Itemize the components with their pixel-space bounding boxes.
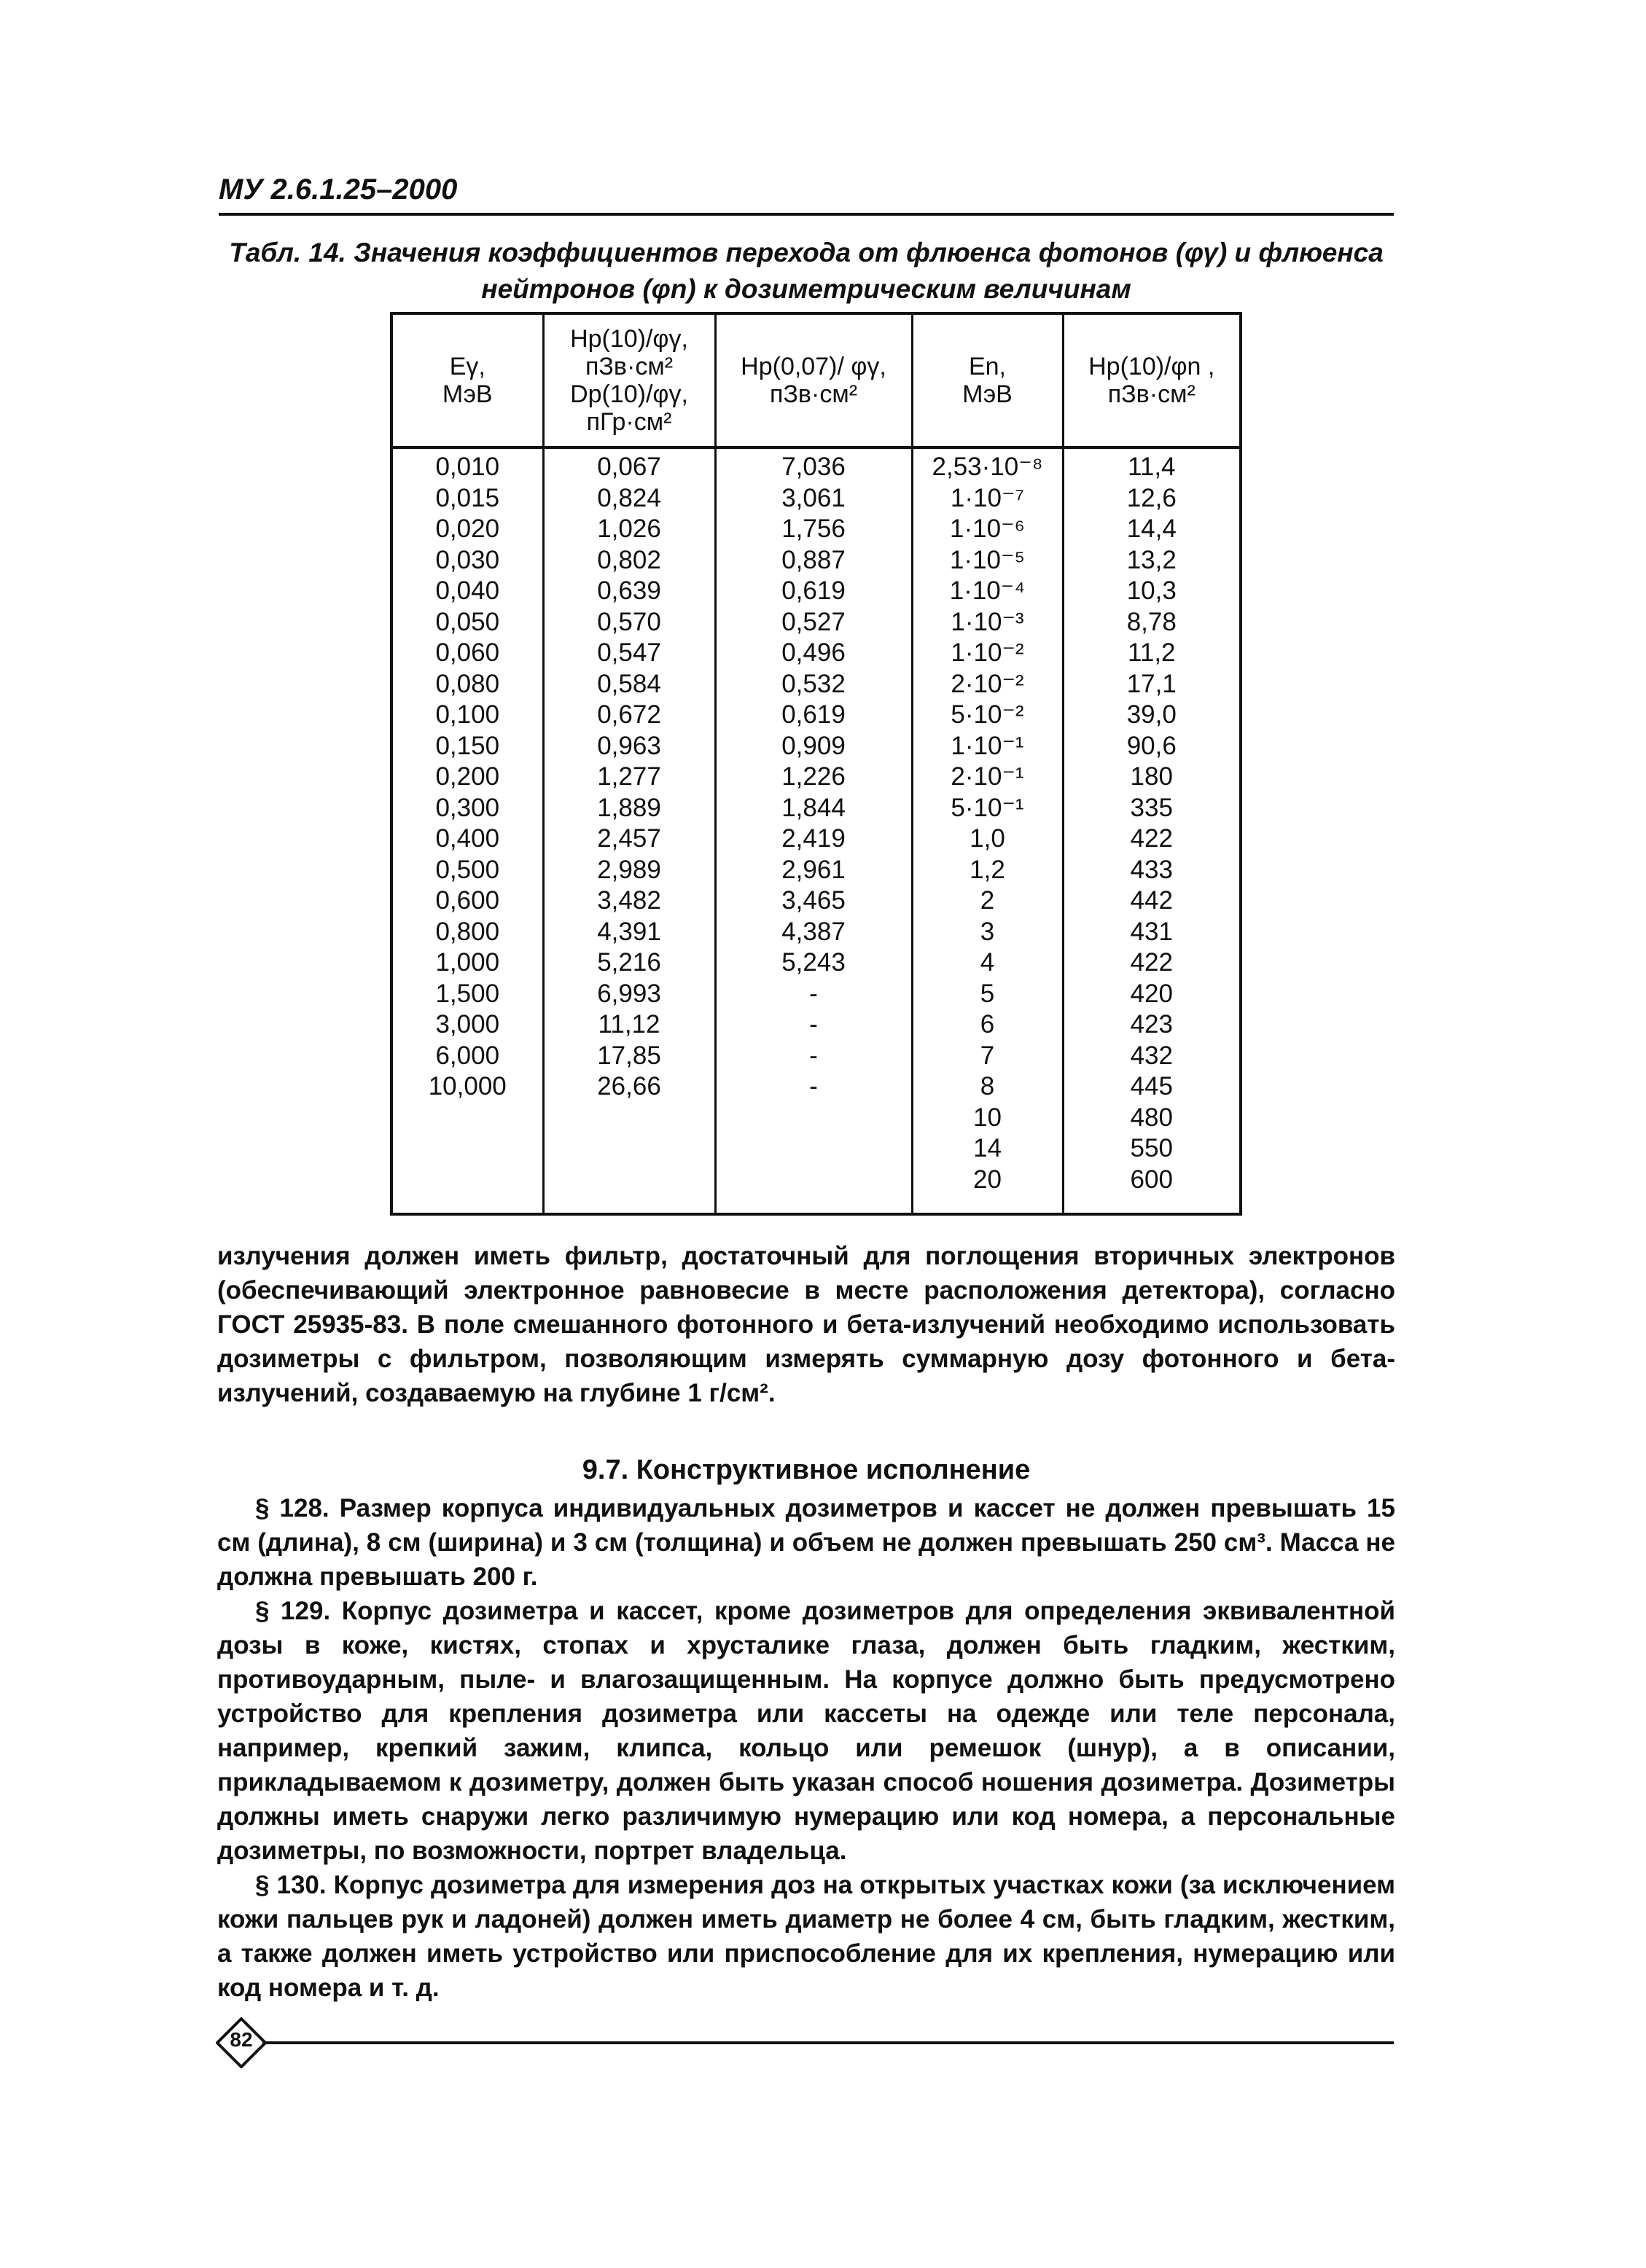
table-cell: 7,036 xyxy=(781,453,846,481)
table-cell: 2·10⁻² xyxy=(951,669,1024,698)
table-cell: 0,015 xyxy=(435,483,500,512)
header-e-n: En, МэВ xyxy=(912,313,1063,447)
table-cell: 335 xyxy=(1130,793,1173,822)
table-cell: 1,277 xyxy=(597,762,661,791)
table-cell: 2,419 xyxy=(781,824,846,853)
footer-rule xyxy=(262,2041,1394,2044)
table-cell: 10,3 xyxy=(1126,576,1177,605)
table-cell: 3,000 xyxy=(435,1010,500,1039)
page-number-badge xyxy=(216,2017,267,2068)
table-cell: 0,020 xyxy=(435,515,500,543)
table-cell: 422 xyxy=(1130,948,1173,977)
header-rule xyxy=(219,213,1394,216)
table-cell: 432 xyxy=(1130,1041,1173,1070)
document-code: МУ 2.6.1.25–2000 xyxy=(219,173,458,206)
header-hp10-n: Hp(10)/φn , пЗв·см² xyxy=(1063,313,1241,447)
table-cell: 17,1 xyxy=(1126,669,1177,698)
table-cell: 0,639 xyxy=(597,576,661,605)
table-cell: 1·10⁻⁵ xyxy=(949,545,1026,574)
table-body-row xyxy=(391,447,1241,1214)
table-cell: 0,010 xyxy=(435,453,500,481)
column-e-gamma xyxy=(391,447,543,1214)
table-cell: 11,2 xyxy=(1127,638,1176,667)
column-e-n xyxy=(912,447,1063,1214)
table-cell: 10 xyxy=(973,1103,1002,1132)
table-cell: 2 xyxy=(980,886,995,915)
table-cell: 0,619 xyxy=(781,576,846,605)
table-cell: 8 xyxy=(980,1072,995,1100)
table-cell: 3,465 xyxy=(781,886,846,915)
table-cell: - xyxy=(809,1072,818,1100)
table-cell: 2,989 xyxy=(597,855,661,884)
table-cell: 1·10⁻³ xyxy=(951,607,1024,636)
table-cell: 0,600 xyxy=(435,886,500,915)
table-cell: 2,457 xyxy=(597,824,661,853)
table-cell: 7 xyxy=(980,1041,995,1070)
table-cell: 90,6 xyxy=(1126,731,1177,760)
table-cell: 4,391 xyxy=(597,917,661,946)
column-hp007-gamma xyxy=(715,447,912,1214)
conversion-table xyxy=(390,312,1242,1216)
table-cell: 431 xyxy=(1130,917,1173,946)
table-cell: 0,800 xyxy=(435,917,500,946)
table-cell: 0,496 xyxy=(781,638,846,667)
table-cell: 1,844 xyxy=(781,793,846,822)
table-cell: 433 xyxy=(1130,855,1173,884)
running-head xyxy=(219,173,1394,206)
table-header-row xyxy=(391,313,1241,447)
table-cell: 1,2 xyxy=(970,855,1005,884)
table-cell: 1,026 xyxy=(597,515,661,543)
paragraph-129: § 129. Корпус дозиметра и кассет, кроме дозиметров для определения эквивалентной дозы в коже, кистях, стопах и хрусталике глаза, должен быть гладким, жестким, противоударным, пыле- и влагозащищенным. На корпусе должно быть предусмотрено устройство для крепления дозиметра или кассеты на одежде или теле персонала, например, крепкий зажим, клипса, кольцо или ремешок (шнур), а в описании, прикладываемом к дозиметру, должен быть указан способ ношения дозиметра. Дозиметры должны иметь снаружи легко различимую нумерацию или код номера, а персональные дозиметры, по возможности, портрет владельца. xyxy=(217,1597,1395,1865)
paragraph-130: § 130. Корпус дозиметра для измерения доз на открытых участках кожи (за исключением кожи пальцев рук и ладоней) должен иметь диаметр не более 4 см, быть гладким, жестким, а также должен иметь устройство или приспособление для их крепления, нумерацию или код номера и т. д. xyxy=(217,1871,1395,2002)
table-cell: - xyxy=(809,1010,818,1039)
table-cell: 4 xyxy=(980,948,995,977)
table-cell: 0,300 xyxy=(435,793,500,822)
table-cell: 0,400 xyxy=(435,824,500,853)
table-cell: 1·10⁻⁴ xyxy=(949,576,1026,605)
table-cell: 4,387 xyxy=(781,917,846,946)
table-cell: 1,756 xyxy=(781,515,846,543)
table-cell: 0,532 xyxy=(781,669,846,698)
table-cell: 445 xyxy=(1130,1072,1173,1100)
table-cell: 20 xyxy=(973,1165,1002,1194)
table-cell: 0,887 xyxy=(781,545,846,574)
table-cell: 422 xyxy=(1130,824,1173,853)
table-cell: 480 xyxy=(1130,1103,1173,1132)
table-cell: 14,4 xyxy=(1126,515,1177,543)
table-cell: 0,050 xyxy=(435,607,500,636)
conversion-table-wrap xyxy=(390,312,1239,1216)
table-cell: 442 xyxy=(1130,886,1173,915)
paragraph-filter: излучения должен иметь фильтр, достаточный для поглощения вторичных электронов (обеспечивающий электронное равновесие в месте расположения детектора), согласно ГОСТ 25935-83. В поле смешанного фотонного и бета-излучений необходимо использовать дозиметры с фильтром, позволяющим измерять суммарную дозу фотонного и бета-излучений, создаваемую на глубине 1 г/см². xyxy=(217,1242,1395,1407)
table-cell: 11,12 xyxy=(598,1010,660,1039)
table-cell: 6 xyxy=(980,1010,995,1039)
table-cell: 1,000 xyxy=(435,948,500,977)
table-cell: 1·10⁻⁶ xyxy=(950,515,1025,543)
table-cell: 1,226 xyxy=(781,762,846,791)
table-cell: 3 xyxy=(980,917,995,946)
table-cell: 1·10⁻¹ xyxy=(951,731,1024,760)
table-cell: - xyxy=(809,1041,818,1070)
table-cell: 0,067 xyxy=(597,453,661,481)
table-caption xyxy=(219,235,1394,308)
header-hp10-gamma: Hp(10)/φγ, пЗв·см² Dp(10)/φγ, пГр·см² xyxy=(543,313,715,447)
table-cell: 0,824 xyxy=(597,483,661,512)
table-cell: 600 xyxy=(1130,1165,1173,1194)
table-cell: 12,6 xyxy=(1126,483,1177,512)
table-cell: 5·10⁻¹ xyxy=(951,793,1024,822)
table-cell: 550 xyxy=(1130,1134,1173,1162)
table-cell: 0,080 xyxy=(435,669,500,698)
page-number: 82 xyxy=(230,2028,253,2051)
table-cell: 3,061 xyxy=(781,483,846,512)
table-cell: 0,150 xyxy=(435,731,500,760)
table-cell: 11,4 xyxy=(1127,453,1176,481)
table-cell: 26,66 xyxy=(597,1072,661,1100)
table-cell: 5 xyxy=(980,979,995,1008)
section-title: 9.7. Конструктивное исполнение xyxy=(582,1455,1031,1485)
table-cell: 0,547 xyxy=(597,638,661,667)
table-cell: 0,909 xyxy=(781,731,846,760)
table-cell: 17,85 xyxy=(597,1041,661,1070)
table-cell: 0,584 xyxy=(597,669,661,698)
table-cell: 1,0 xyxy=(970,824,1005,853)
table-cell: 1,500 xyxy=(435,979,500,1008)
section-body xyxy=(217,1491,1395,2005)
table-cell: 0,963 xyxy=(597,731,661,760)
table-cell: 0,100 xyxy=(435,700,500,729)
table-cell: 420 xyxy=(1130,979,1173,1008)
header-hp007-gamma: Hp(0,07)/ φγ, пЗв·см² xyxy=(715,313,912,447)
table-cell: 180 xyxy=(1130,762,1173,791)
table-cell: 2,53·10⁻⁸ xyxy=(932,453,1043,481)
table-cell: 2,961 xyxy=(781,855,846,884)
table-cell: 13,2 xyxy=(1126,545,1177,574)
table-cell: 5·10⁻² xyxy=(951,700,1024,729)
table-cell: 5,243 xyxy=(781,948,846,977)
table-cell: 0,527 xyxy=(781,607,846,636)
table-cell: 0,802 xyxy=(597,545,661,574)
table-cell: 0,500 xyxy=(435,855,500,884)
column-hp10-gamma xyxy=(543,447,715,1214)
column-hp10-n xyxy=(1063,447,1241,1214)
table-cell: 0,672 xyxy=(597,700,661,729)
table-cell: 14 xyxy=(973,1134,1002,1162)
table-cell: 3,482 xyxy=(597,886,661,915)
table-cell: 0,570 xyxy=(597,607,661,636)
table-cell: 423 xyxy=(1130,1010,1173,1039)
table-cell: - xyxy=(809,979,818,1008)
table-cell: 2·10⁻¹ xyxy=(951,762,1024,791)
header-e-gamma: Eγ, МэВ xyxy=(391,313,543,447)
table-cell: 0,619 xyxy=(781,700,846,729)
table-cell: 6,000 xyxy=(435,1041,500,1070)
table-cell: 1·10⁻² xyxy=(951,638,1024,667)
table-cell: 0,040 xyxy=(435,576,500,605)
table-cell: 6,993 xyxy=(597,979,661,1008)
table-cell: 10,000 xyxy=(428,1072,507,1100)
table-caption-line-2: нейтронов (φn) к дозиметрическим величинам xyxy=(481,274,1131,304)
table-cell: 39,0 xyxy=(1126,700,1177,729)
table-caption-line-1: Табл. 14. Значения коэффициентов перехода от флюенса фотонов (φγ) и флюенса xyxy=(229,238,1384,267)
paragraph-128: § 128. Размер корпуса индивидуальных дозиметров и кассет не должен превышать 15 см (длина), 8 см (ширина) и 3 см (толщина) и объем не должен превышать 250 см³. Масса не должна превышать 200 г. xyxy=(217,1494,1395,1591)
table-cell: 8,78 xyxy=(1126,607,1177,636)
table-cell: 5,216 xyxy=(597,948,661,977)
table-cell: 0,060 xyxy=(435,638,500,667)
table-cell: 1,889 xyxy=(597,793,661,822)
table-cell: 0,200 xyxy=(435,762,500,791)
paragraph-continuation xyxy=(217,1239,1395,1410)
table-cell: 0,030 xyxy=(435,545,500,574)
page-footer xyxy=(216,2017,1394,2068)
table-cell: 1·10⁻⁷ xyxy=(950,483,1025,512)
